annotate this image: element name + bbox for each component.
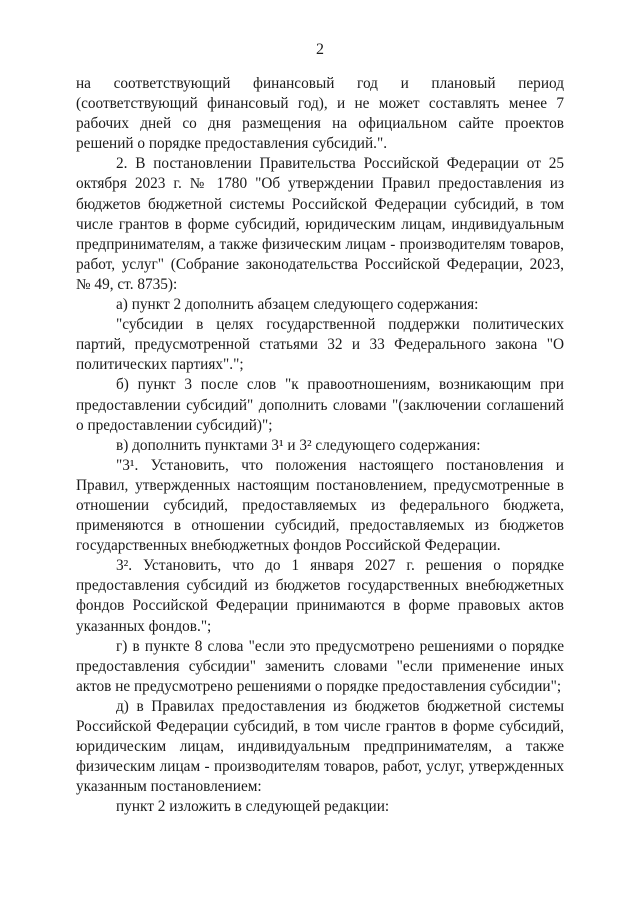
paragraph: 2. В постановлении Правительства Российской Федерации от 25 октября 2023 г. № 1780 "Об утверждении Правил предоставления из бюджетов бюджетной системы Российской Федерации субсидий, в том числе грантов в форме субсидий, юридическим лицам, индивидуальным предпринимателям, а также физическим лицам - производителям товаров, работ, услуг" (Собрание законодательства Российской Федерации, 2023, № 49, ст. 8735): bbox=[76, 155, 564, 293]
paragraph: б) пункт 3 после слов "к правоотношениям, возникающим при предоставлении субсидий" дополнить словами "(заключении соглашений о предоставлении субсидий)"; bbox=[76, 376, 564, 434]
paragraph: в) дополнить пунктами 3¹ и 3² следующего содержания: bbox=[116, 436, 481, 454]
paragraph: "3¹. Установить, что положения настоящего постановления и Правил, утвержденных настоящим постановлением, предусмотренные в отношении субсидий, предоставляемых из федерального бюджета, применяются в отношении субсидий, предоставляемых из бюджетов государственных внебюджетных фондов Российской Федерации. bbox=[76, 456, 564, 555]
paragraph: г) в пункте 8 слова "если это предусмотрено решениями о порядке предоставления субсидии" заменить словами "если применение иных актов не предусмотрено решениями о порядке предоставления субсидии"; bbox=[76, 637, 564, 695]
paragraph: на соответствующий финансовый год и плановый период (соответствующий финансовый год), и не может составлять менее 7 рабочих дней со дня размещения на официальном сайте проектов решений о порядке предоставления субсидий.". bbox=[76, 75, 564, 153]
paragraph: пункт 2 изложить в следующей редакции: bbox=[116, 798, 390, 816]
document-body bbox=[76, 74, 564, 817]
page-number: 2 bbox=[316, 41, 324, 58]
paragraph: "субсидии в целях государственной поддержки политических партий, предусмотренной статьями 32 и 33 Федерального закона "О политических партиях"."; bbox=[76, 316, 564, 374]
paragraph: д) в Правилах предоставления из бюджетов бюджетной системы Российской Федерации субсидий, в том числе грантов в форме субсидий, юридическим лицам, индивидуальным предпринимателям, а также физическим лицам - производителям товаров, работ, услуг, утвержденных указанным постановлением: bbox=[76, 697, 564, 796]
paragraph: а) пункт 2 дополнить абзацем следующего содержания: bbox=[116, 296, 479, 314]
paragraph: 3². Установить, что до 1 января 2027 г. решения о порядке предоставления субсидий из бюджетов государственных внебюджетных фондов Российской Федерации принимаются в форме правовых актов указанных фондов."; bbox=[76, 557, 564, 635]
